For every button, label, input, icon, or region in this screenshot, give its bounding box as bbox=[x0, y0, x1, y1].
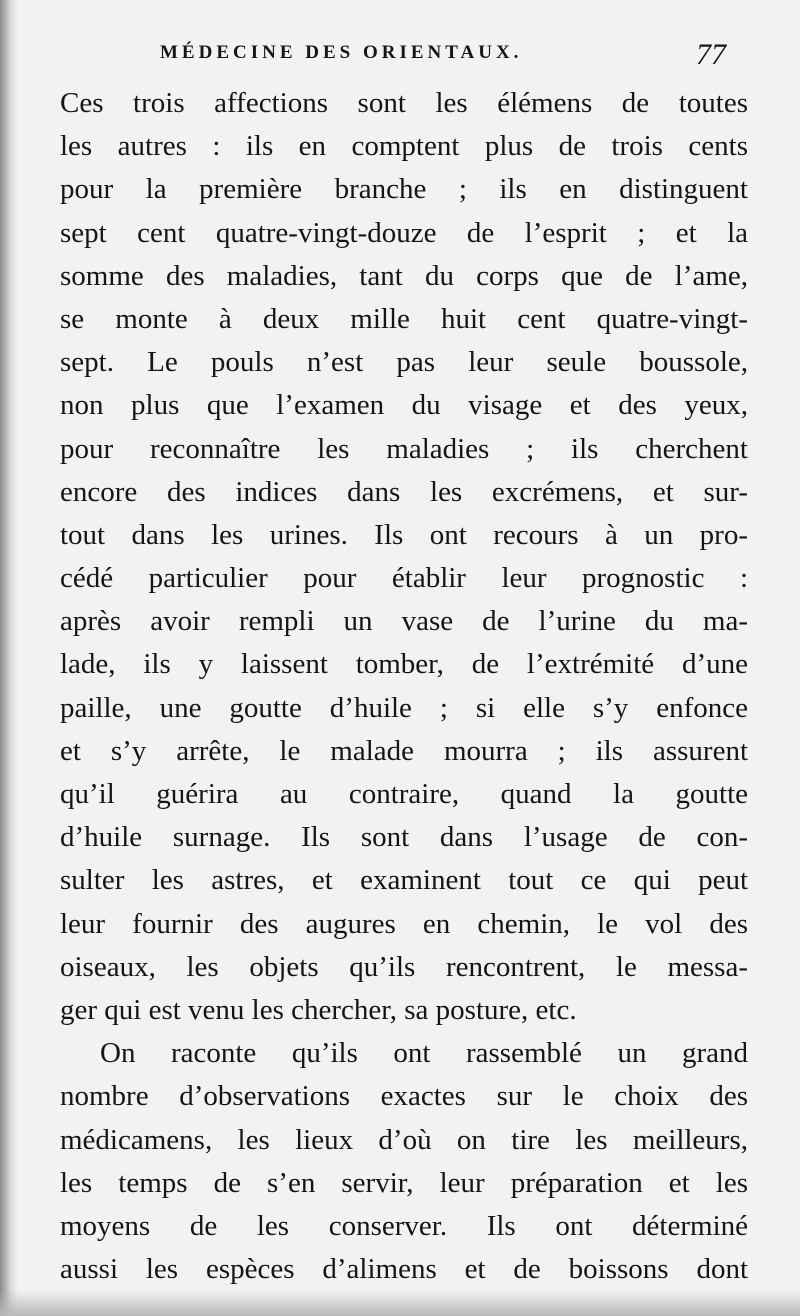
text-line: qu’il guérira au contraire, quand la goutte bbox=[60, 778, 748, 810]
text-line: d’huile surnage. Ils sont dans l’usage de con- bbox=[60, 821, 748, 854]
text-line: médicamens, les lieux d’où on tire les meilleurs, bbox=[60, 1123, 748, 1156]
paragraph-end-line: ger qui est venu les chercher, sa posture, etc. bbox=[60, 993, 577, 1026]
text-line: moyens de les conserver. Ils ont déterminé bbox=[60, 1209, 748, 1242]
page-number: 77 bbox=[696, 38, 726, 71]
paragraph-start-line: On raconte qu’ils ont rassemblé un grand bbox=[100, 1037, 748, 1070]
text-line: lade, ils y laissent tomber, de l’extrémité d’une bbox=[60, 648, 748, 681]
text-line: se monte à deux mille huit cent quatre-vingt- bbox=[60, 302, 748, 335]
text-line: nombre d’observations exactes sur le choix des bbox=[60, 1080, 748, 1113]
text-line: oiseaux, les objets qu’ils rencontrent, le messa- bbox=[60, 950, 748, 983]
text-line: Ces trois affections sont les élémens de toutes bbox=[60, 87, 748, 119]
text-line: paille, une goutte d’huile ; si elle s’y enfonce bbox=[60, 691, 748, 724]
text-line: sept cent quatre-vingt-douze de l’esprit ; et la bbox=[60, 216, 748, 249]
text-line: après avoir rempli un vase de l’urine du ma- bbox=[60, 605, 748, 638]
text-line: les autres : ils en comptent plus de trois cents bbox=[60, 130, 748, 163]
running-head: MÉDECINE DES ORIENTAUX. bbox=[160, 42, 523, 63]
page-header bbox=[0, 36, 800, 76]
body-text bbox=[60, 82, 748, 1291]
text-line: cédé particulier pour établir leur prognostic : bbox=[60, 562, 748, 595]
text-line: sulter les astres, et examinent tout ce qui peut bbox=[60, 864, 748, 897]
text-line: encore des indices dans les excrémens, et sur- bbox=[60, 475, 748, 508]
text-line: sept. Le pouls n’est pas leur seule boussole, bbox=[60, 346, 748, 379]
text-line: pour la première branche ; ils en distinguent bbox=[60, 173, 748, 206]
text-line: pour reconnaître les maladies ; ils cherchent bbox=[60, 432, 748, 465]
text-line: leur fournir des augures en chemin, le vol des bbox=[60, 907, 748, 940]
text-line: aussi les espèces d’alimens et de boissons dont bbox=[60, 1253, 748, 1286]
text-line: non plus que l’examen du visage et des yeux, bbox=[60, 389, 748, 422]
text-line: les temps de s’en servir, leur préparation et les bbox=[60, 1166, 748, 1199]
text-line: tout dans les urines. Ils ont recours à un pro- bbox=[60, 518, 748, 551]
text-line: et s’y arrête, le malade mourra ; ils assurent bbox=[60, 734, 748, 767]
text-line: somme des maladies, tant du corps que de l’ame, bbox=[60, 259, 748, 292]
